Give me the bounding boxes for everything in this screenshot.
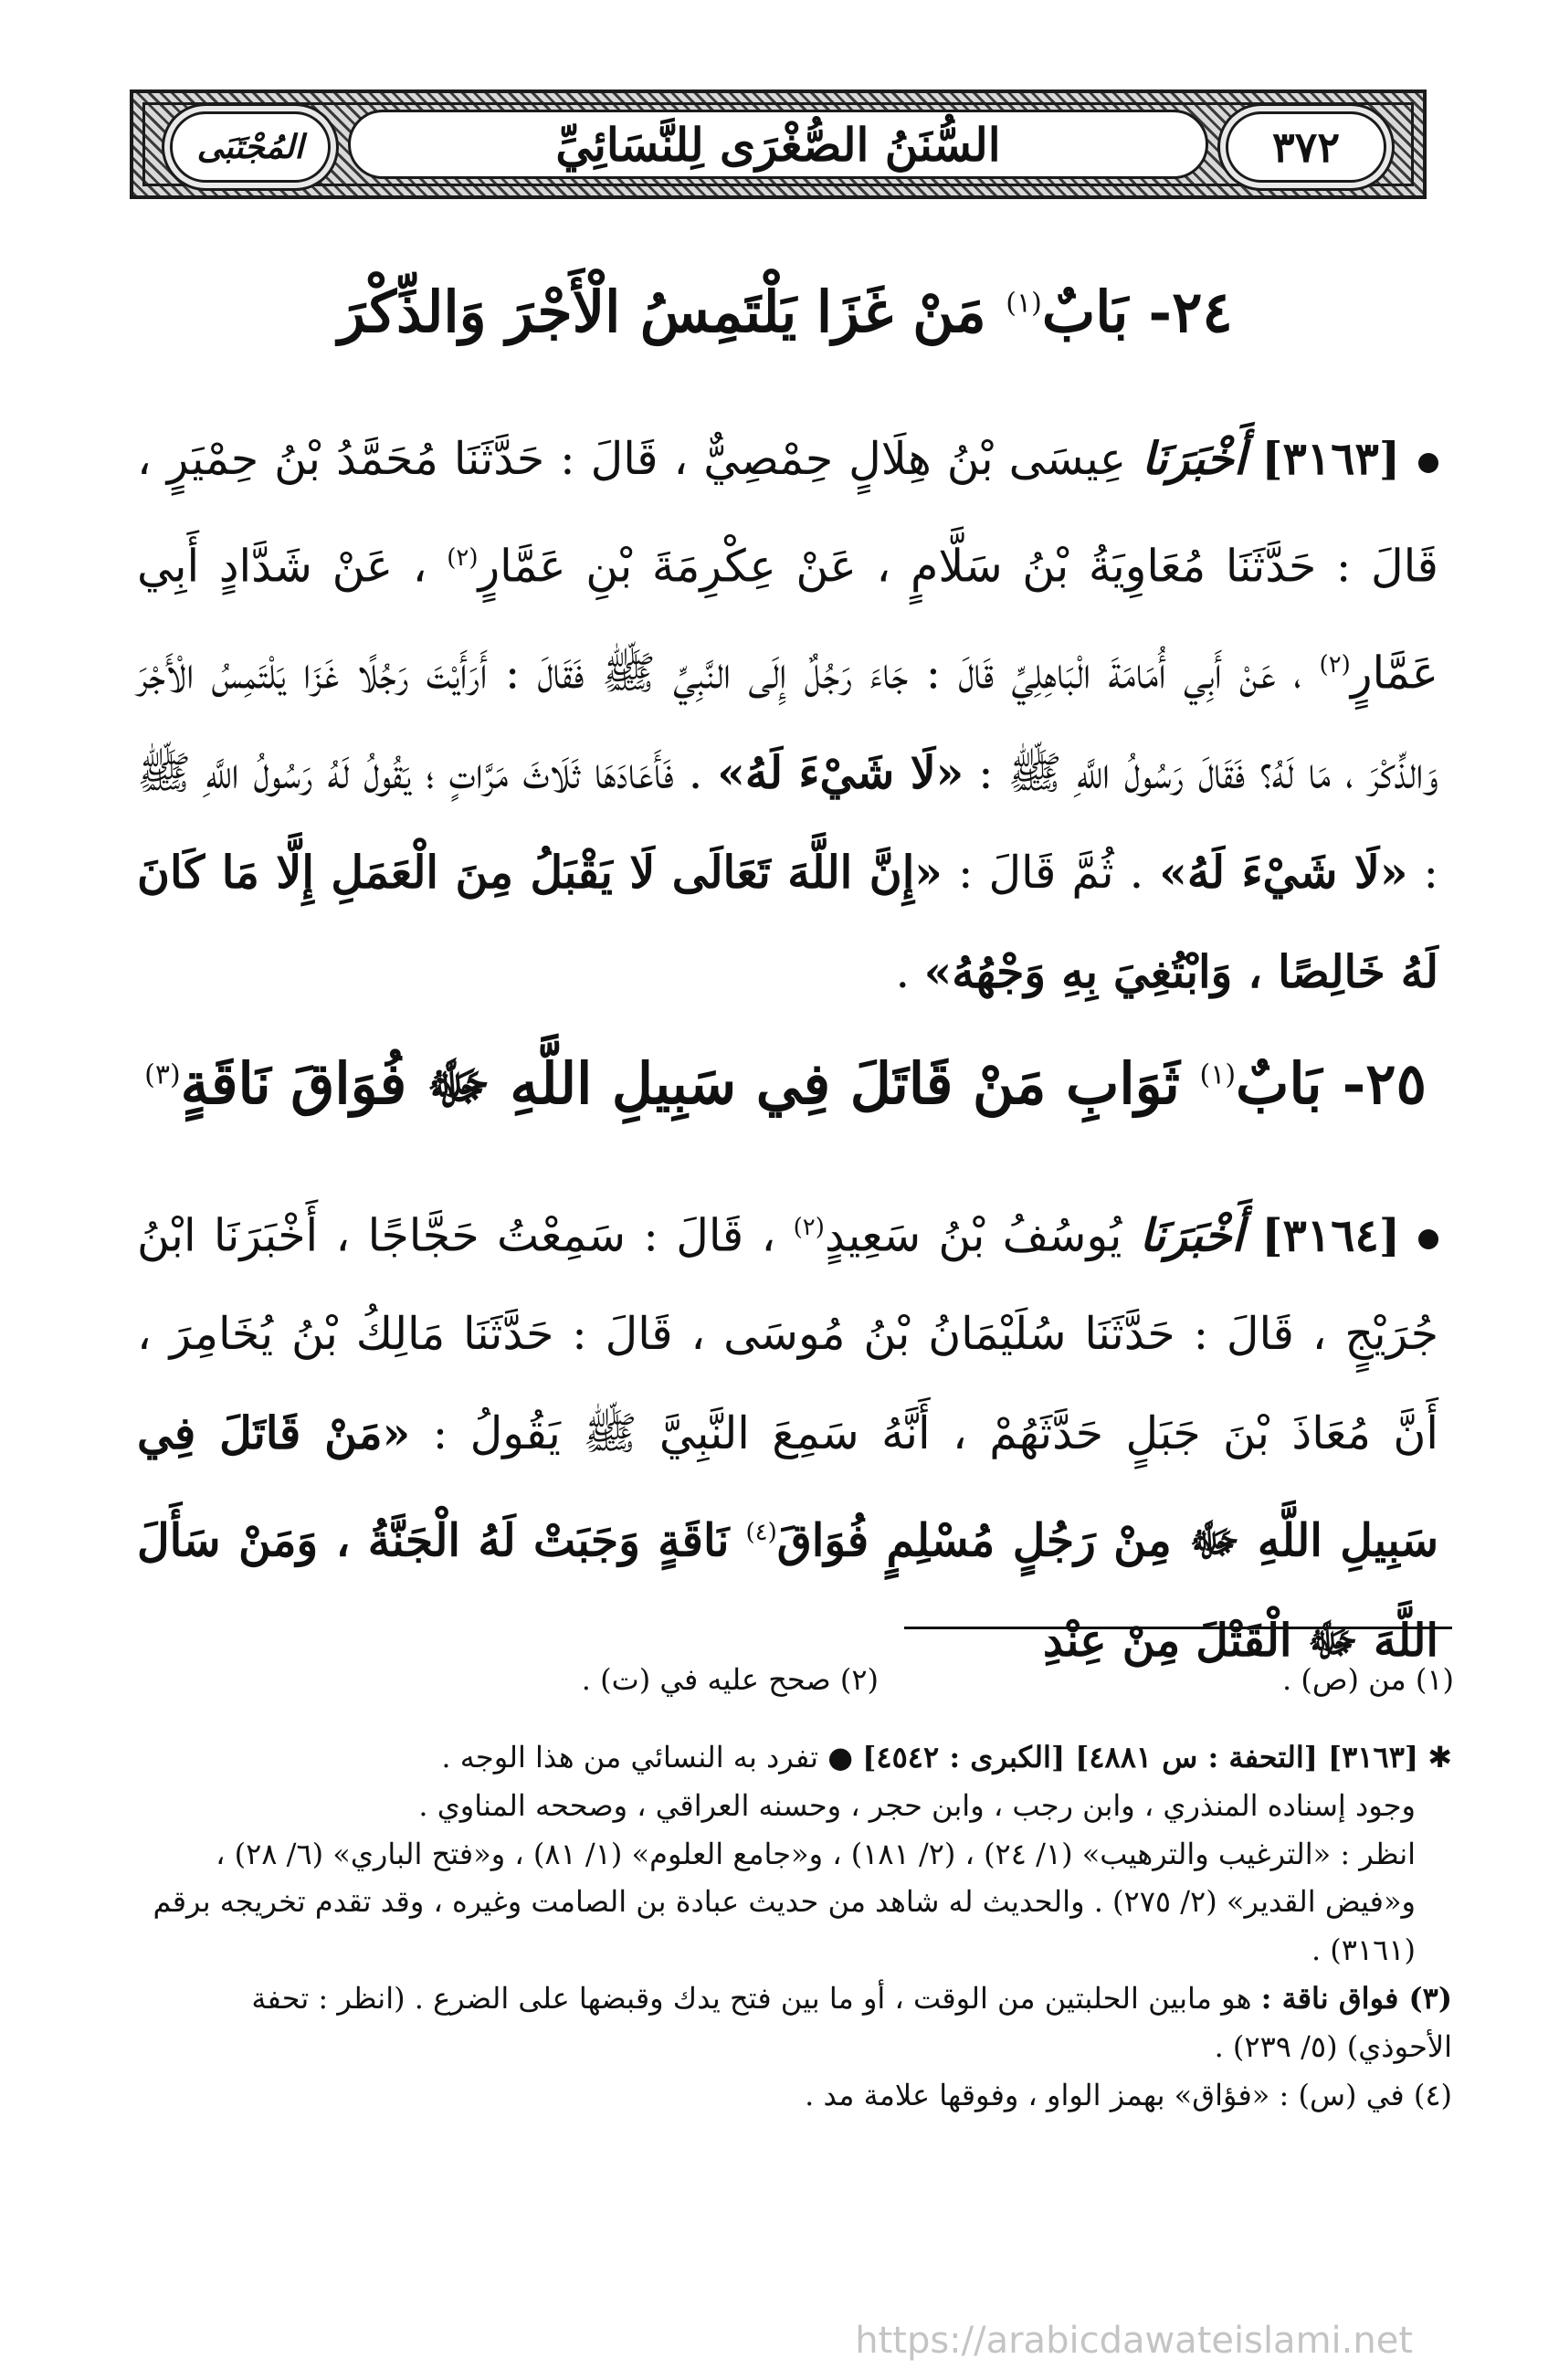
chapter-number: ٢٤- [1148,279,1233,345]
hadith-3163 [137,409,1438,1022]
header-title-cartouche [348,110,1208,179]
takhrij-block [137,1733,1452,2119]
grading-text: وجود إسناده المنذري ، وابن رجب ، وابن حجر ، وحسنه العراقي ، وصححه المناوي . [418,1787,1416,1823]
footnote-ref: (٤) [745,1519,777,1547]
footnote-ref: (٢) [793,1214,825,1241]
takhrij-line [137,1733,1452,1782]
footnote-2: (٢) صحح عليه في (ت) . [581,1662,879,1697]
bullet-icon: ● [827,1740,854,1774]
matn-text: . ثُمَّ قَالَ : [957,846,1144,899]
watermark-url: https://arabicdawateislami.net [855,2320,1413,2362]
book-title: السُّنَنُ الصُّغْرَى لِلنَّسَائِيِّ [555,117,1001,172]
prophetic-quote: «إِنَّ اللَّهَ تَعَالَى لَا يَقْبَلُ مِنَ الْعَمَلِ إِلَّا مَا كَانَ لَهُ خَالِصًا ، وَابْتُغِيَ بِهِ وَجْهُهُ» [137,845,1438,998]
footnote-ref: (١) [1199,1058,1237,1091]
end-mark: . [895,945,911,998]
footnote-4: (٤) في (س) : «فؤاق» بهمز الواو ، وفوقها علامة مد . [805,2077,1452,2112]
hadith-number: [٣١٦٤] [1261,1208,1400,1262]
isnad-text: ، عَنْ شَدَّادٍ أَبِي عَمَّارٍ [137,540,1438,700]
isnad-text: يُوسُفُ بْنُ سَعِيدٍ [824,1209,1122,1262]
page-number-oval [1226,111,1386,183]
badge-oval [170,111,331,183]
akhbarana-label: أَخْبَرَنَا [1139,1208,1245,1262]
matn-text: ، عَنْ أَبِي أُمَامَةَ الْبَاهِلِيِّ قَالَ : جَاءَ رَجُلٌ إِلَى النَّبِيِّ ﷺ فَقَالَ : أَرَأَيْتَ رَجُلًا غَزَا يَلْتَمِسُ الْأَجْرَ وَالذِّكْرَ ، مَا لَهُ؟ فَقَالَ رَسُولُ اللَّهِ ﷺ : [137,647,1439,799]
chapter-title: مَنْ غَزَا يَلْتَمِسُ الْأَجْرَ وَالذِّكْرَ [338,279,986,345]
footnote-ref: (٢) [447,544,479,572]
footnote-ref: (١) [1006,287,1042,320]
bullet-icon [1418,453,1438,473]
prophetic-quote: «مَنْ قَاتَلَ فِي سَبِيلِ اللَّهِ ﷻ مِنْ رَجُلٍ مُسْلِمٍ فُوَاقَ [137,1406,1438,1567]
page-number: ٣٧٢ [1271,122,1341,172]
footnote-separator [904,1627,1452,1629]
takhrij-text: تفرد به النسائي من هذا الوجه . [441,1740,819,1774]
footnote-1: (١) من (ص) . [1282,1662,1454,1697]
footnote-3 [137,1975,1452,2071]
footnote-3-label: (٣) فواق ناقة : [1260,1980,1452,2016]
chapter-prefix: بَابٌ [1041,279,1129,345]
footnote-ref: (٣) [144,1058,181,1091]
chapter-title: ثَوَابِ مَنْ قَاتَلَ فِي سَبِيلِ اللَّهِ ﷻ فُوَاقَ نَاقَةٍ [180,1050,1180,1117]
isnad-text: عِيسَى بْنُ هِلَالٍ حِمْصِيٌّ ، قَالَ : حَدَّثَنَا مُحَمَّدُ بْنُ حِمْيَرٍ ، قَالَ : حَدَّثَنَا مُعَاوِيَةُ بْنُ سَلَّامٍ ، عَنْ عِكْرِمَةَ بْنِ عَمَّارٍ [137,433,1438,593]
akhbarana-label: أَخْبَرَنَا [1142,432,1247,485]
footnote-ref: (٢) [1319,651,1351,679]
page-header-frame [130,90,1427,199]
takhrij-star-icon: ✱ [1418,1740,1452,1774]
chapter-prefix: بَابٌ [1236,1050,1322,1117]
takhrij-label: [٣١٦٣] [التحفة : س ٤٨٨١] [الكبرى : ٤٥٤٢] [862,1740,1419,1774]
hadith-number: [٣١٦٣] [1261,432,1400,485]
book-badge: المُجْتَبَى [196,128,304,166]
prophetic-quote: «لَا شَيْءَ لَهُ» [717,745,964,799]
hadith-3164 [137,1178,1438,1690]
chapter-heading-25 [137,1050,1434,1118]
chapter-heading-24 [137,279,1434,346]
footnote-3-text: هو مابين الحلبتين من الوقت ، أو ما بين فتح يدك وقبضها على الضرع . (انظر : تحفة الأحوذي) (٥/ ٢٣٩) . [251,1980,1452,2064]
chapter-number: ٢٥- [1342,1050,1427,1117]
bullet-icon [1418,1229,1438,1249]
references-text: انظر : «الترغيب والترهيب» (١/ ٢٤) ، (٢/ ١٨١) ، و«جامع العلوم» (١/ ٨١) ، و«فتح الباري» (٦/ ٢٨) ، و«فيض القدير» (٢/ ٢٧٥) . والحديث له شاهد من حديث عبادة بن الصامت وغيره ، وقد تقدم تخريجه برقم (٣١٦١) . [153,1836,1416,1968]
matn-text: . فَأَعَادَهَا ثَلَاثَ مَرَّاتٍ ؛ يَقُولُ لَهُ رَسُولُ اللَّهِ ﷺ : [137,746,1439,899]
prophetic-quote: نَاقَةٍ وَجَبَتْ لَهُ الْجَنَّةُ ، وَمَنْ سَأَلَ اللَّهَ ﷻ الْقَتْلَ مِنْ عِنْدِ [137,1513,1438,1667]
isnad-text: ، قَالَ : سَمِعْتُ حَجَّاجًا ، أَخْبَرَنَا ابْنُ جُرَيْجٍ ، قَالَ : حَدَّثَنَا سُلَيْمَانُ بْنُ مُوسَى ، قَالَ : حَدَّثَنَا مَالِكُ بْنُ يُخَامِرَ ، أَنَّ مُعَاذَ بْنَ جَبَلٍ حَدَّثَهُمْ ، أَنَّهُ سَمِعَ النَّبِيَّ ﷺ يَقُولُ : [137,1209,1439,1460]
prophetic-quote: «لَا شَيْءَ لَهُ» [1159,845,1408,899]
